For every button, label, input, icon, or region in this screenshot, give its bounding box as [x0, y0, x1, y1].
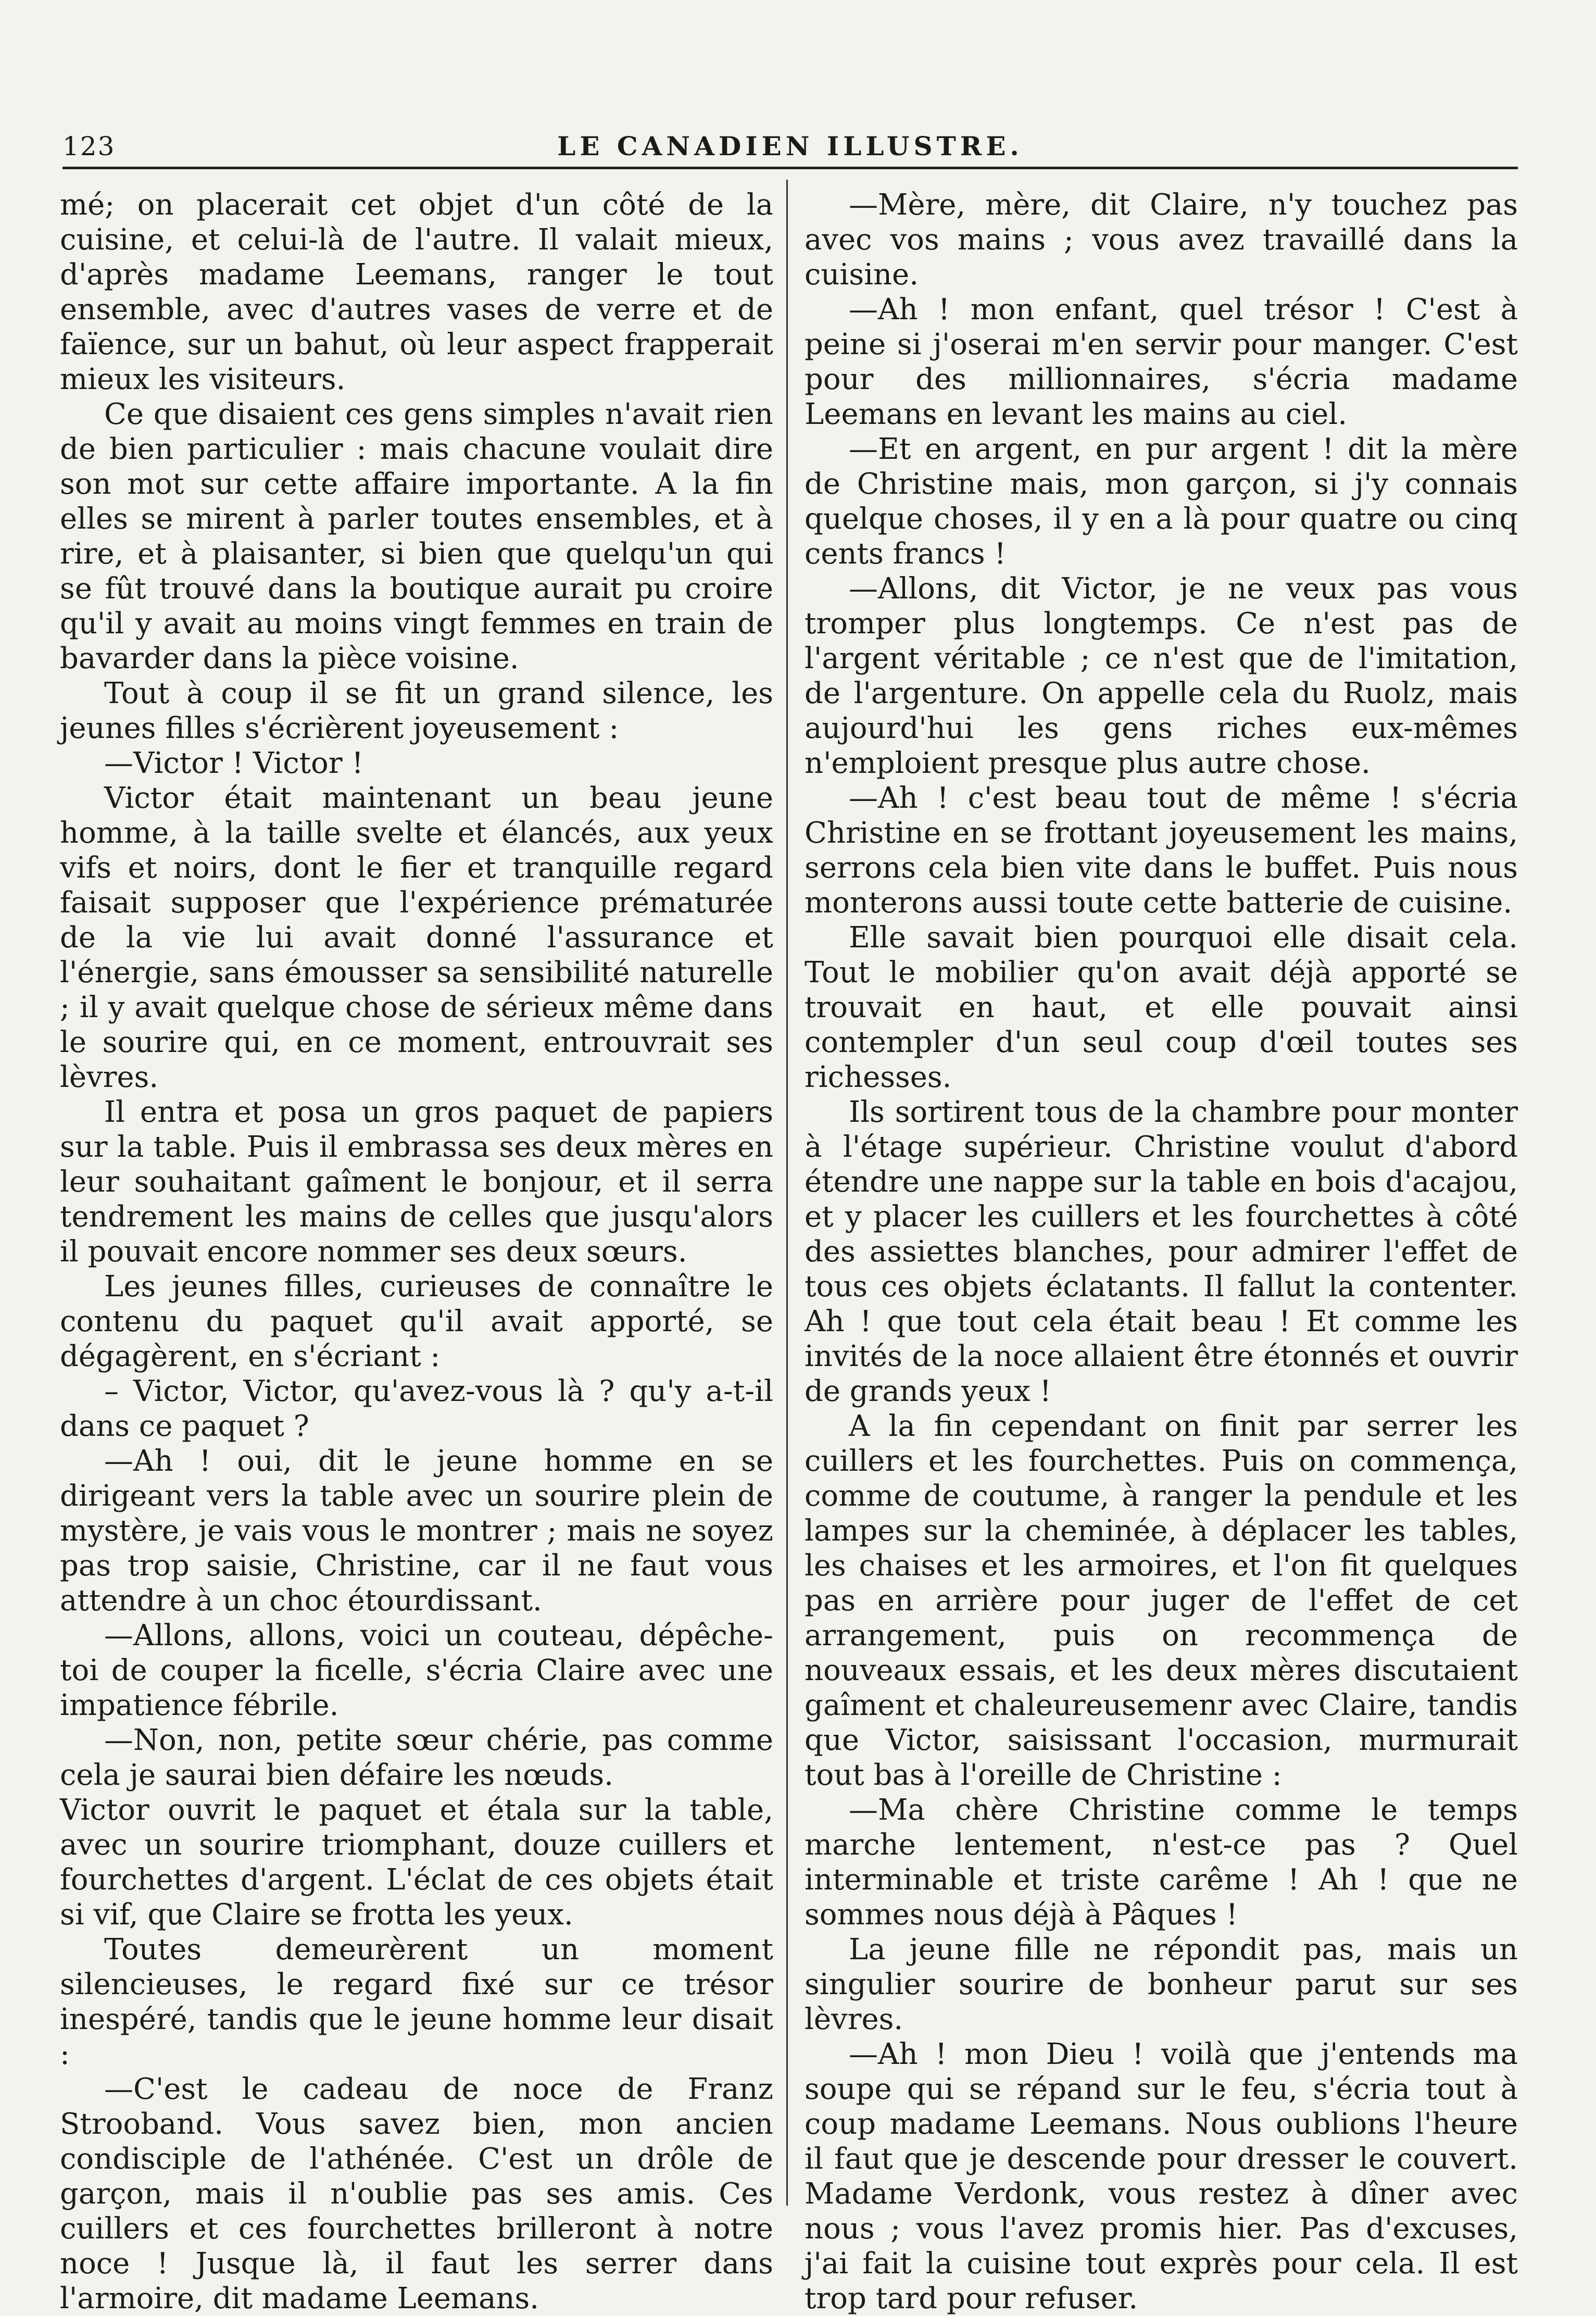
paragraph: —Allons, dit Victor, je ne veux pas vous tromper plus longtemps. Ce n'est pas de l'argent véritable ; ce n'est que de l'imitation, de l'argenture. On appelle cela du Ruolz, mais aujourd'hui les gens riches eux-mêmes n'emploient presque plus autre chose.	[805, 572, 1518, 780]
paragraph: mé; on placerait cet objet d'un côté de la cuisine, et celui-là de l'autre. Il valait mieux, d'après madame Leemans, ranger le tout ensemble, avec d'autres vases de verre et de faïence, sur un bahut, où leur aspect frapperait mieux les visiteurs.	[60, 188, 773, 396]
page-number: 123	[62, 131, 116, 161]
paragraph: —Allons, allons, voici un couteau, dépêche-toi de couper la ficelle, s'écria Claire avec une impatience fébrile.	[60, 1619, 773, 1722]
paragraph: —Et en argent, en pur argent ! dit la mère de Christine mais, mon garçon, si j'y connais quelque choses, il y en a là pour quatre ou cinq cents francs !	[805, 432, 1518, 571]
paragraph: La jeune fille ne répondit pas, mais un singulier sourire de bonheur parut sur ses lèvres.	[805, 1933, 1518, 2036]
paragraph: A la fin cependant on finit par serrer les cuillers et les fourchettes. Puis on commença, comme de coutume, à ranger la pendule et les lampes sur la cheminée, à déplacer les tables, les chaises et les armoires, et l'on fit quelques pas en arrière pour juger de l'effet de cet arrangement, puis on recommença de nouveaux essais, et les deux mères discutaient gaîment et chaleureusemenr avec Claire, tandis que Victor, saisissant l'occasion, murmurait tout bas à l'oreille de Christine :	[805, 1409, 1518, 1792]
paragraph: Ce que disaient ces gens simples n'avait rien de bien particulier : mais chacune voulait dire son mot sur cette affaire importante. A la fin elles se mirent à parler toutes ensembles, et à rire, et à plaisanter, si bien que quelqu'un qui se fût trouvé dans la boutique aurait pu croire qu'il y avait au moins vingt femmes en train de bavarder dans la pièce voisine.	[60, 397, 773, 675]
column-divider	[786, 180, 788, 2206]
paragraph: —Victor ! Victor !	[104, 746, 363, 780]
paragraph: Victor était maintenant un beau jeune homme, à la taille svelte et élancés, aux yeux vifs et noirs, dont le fier et tranquille regard faisait supposer que l'expérience prématurée de la vie lui avait donné l'assurance et l'énergie, sans émousser sa sensibilité naturelle ; il y avait quelque chose de sérieux même dans le sourire qui, en ce moment, entrouvrait ses lèvres.	[60, 781, 773, 1094]
right-column	[805, 187, 1518, 2316]
paragraph: Les jeunes filles, curieuses de connaître le contenu du paquet qu'il avait apporté, se dégagèrent, en s'écriant :	[60, 1270, 773, 1373]
paragraph: —C'est le cadeau de noce de Franz Strooband. Vous savez bien, mon ancien condisciple de l'athénée. C'est un drôle de garçon, mais il n'oublie pas ses amis. Ces cuillers et ces fourchettes brilleront à notre noce ! Jusque là, il faut les serrer dans l'armoire, dit madame Leemans.	[60, 2072, 773, 2315]
paragraph: Victor ouvrit le paquet et étala sur la table, avec un sourire triomphant, douze cuillers et fourchettes d'argent. L'éclat de ces objets était si vif, que Claire se frotta les yeux.	[60, 1793, 773, 1932]
paragraph: —Mère, mère, dit Claire, n'y touchez pas avec vos mains ; vous avez travaillé dans la cuisine.	[805, 188, 1518, 292]
paragraph: Elle savait bien pourquoi elle disait cela. Tout le mobilier qu'on avait déjà apporté se trouvait en haut, et elle pouvait ainsi contempler d'un seul coup d'œil toutes ses richesses.	[805, 921, 1518, 1094]
paragraph: Toutes demeurèrent un moment silencieuses, le regard fixé sur ce trésor inespéré, tandis que le jeune homme leur disait :	[60, 1933, 773, 2071]
page-header	[62, 125, 1518, 169]
paragraph: —Ah ! oui, dit le jeune homme en se dirigeant vers la table avec un sourire plein de mystère, je vais vous le montrer ; mais ne soyez pas trop saisie, Christine, car il ne faut vous attendre à un choc étourdissant.	[60, 1444, 773, 1618]
left-column	[60, 187, 773, 2316]
paragraph: —Ah ! mon Dieu ! voilà que j'entends ma soupe qui se répand sur le feu, s'écria tout à coup madame Leemans. Nous oublions l'heure il faut que je descende pour dresser le couvert. Madame Verdonk, vous restez à dîner avec nous ; vous l'avez promis hier. Pas d'excuses, j'ai fait la cuisine tout exprès pour cela. Il est trop tard pour refuser.	[805, 2037, 1518, 2315]
paragraph: —Non, non, petite sœur chérie, pas comme cela je saurai bien défaire les nœuds.	[60, 1723, 773, 1792]
paragraph: – Victor, Victor, qu'avez-vous là ? qu'y a-t-il dans ce paquet ?	[60, 1374, 773, 1443]
paragraph: —Ah ! mon enfant, quel trésor ! C'est à peine si j'oserai m'en servir pour manger. C'est pour des millionnaires, s'écria madame Leemans en levant les mains au ciel.	[805, 293, 1518, 431]
paragraph: —Ah ! c'est beau tout de même ! s'écria Christine en se frottant joyeusement les mains, serrons cela bien vite dans le buffet. Puis nous monterons aussi toute cette batterie de cuisine.	[805, 781, 1518, 920]
paragraph: Tout à coup il se fit un grand silence, les jeunes filles s'écrièrent joyeusement :	[60, 677, 773, 745]
paragraph: Ils sortirent tous de la chambre pour monter à l'étage supérieur. Christine voulut d'abord étendre une nappe sur la table en bois d'acajou, et y placer les cuillers et les fourchettes à côté des assiettes blanches, pour admirer l'effet de tous ces objets éclatants. Il fallut la contenter. Ah ! que tout cela était beau ! Et comme les invités de la noce allaient être étonnés et ouvrir de grands yeux !	[805, 1095, 1518, 1408]
paragraph: Il entra et posa un gros paquet de papiers sur la table. Puis il embrassa ses deux mères en leur souhaitant gaîment le bonjour, et il serra tendrement les mains de celles que jusqu'alors il pouvait encore nommer ses deux sœurs.	[60, 1095, 773, 1269]
paragraph: —Ma chère Christine comme le temps marche lentement, n'est-ce pas ? Quel interminable et triste carême ! Ah ! que ne sommes nous déjà à Pâques !	[805, 1793, 1518, 1932]
journal-title: LE CANADIEN ILLUSTRE.	[557, 131, 1023, 161]
